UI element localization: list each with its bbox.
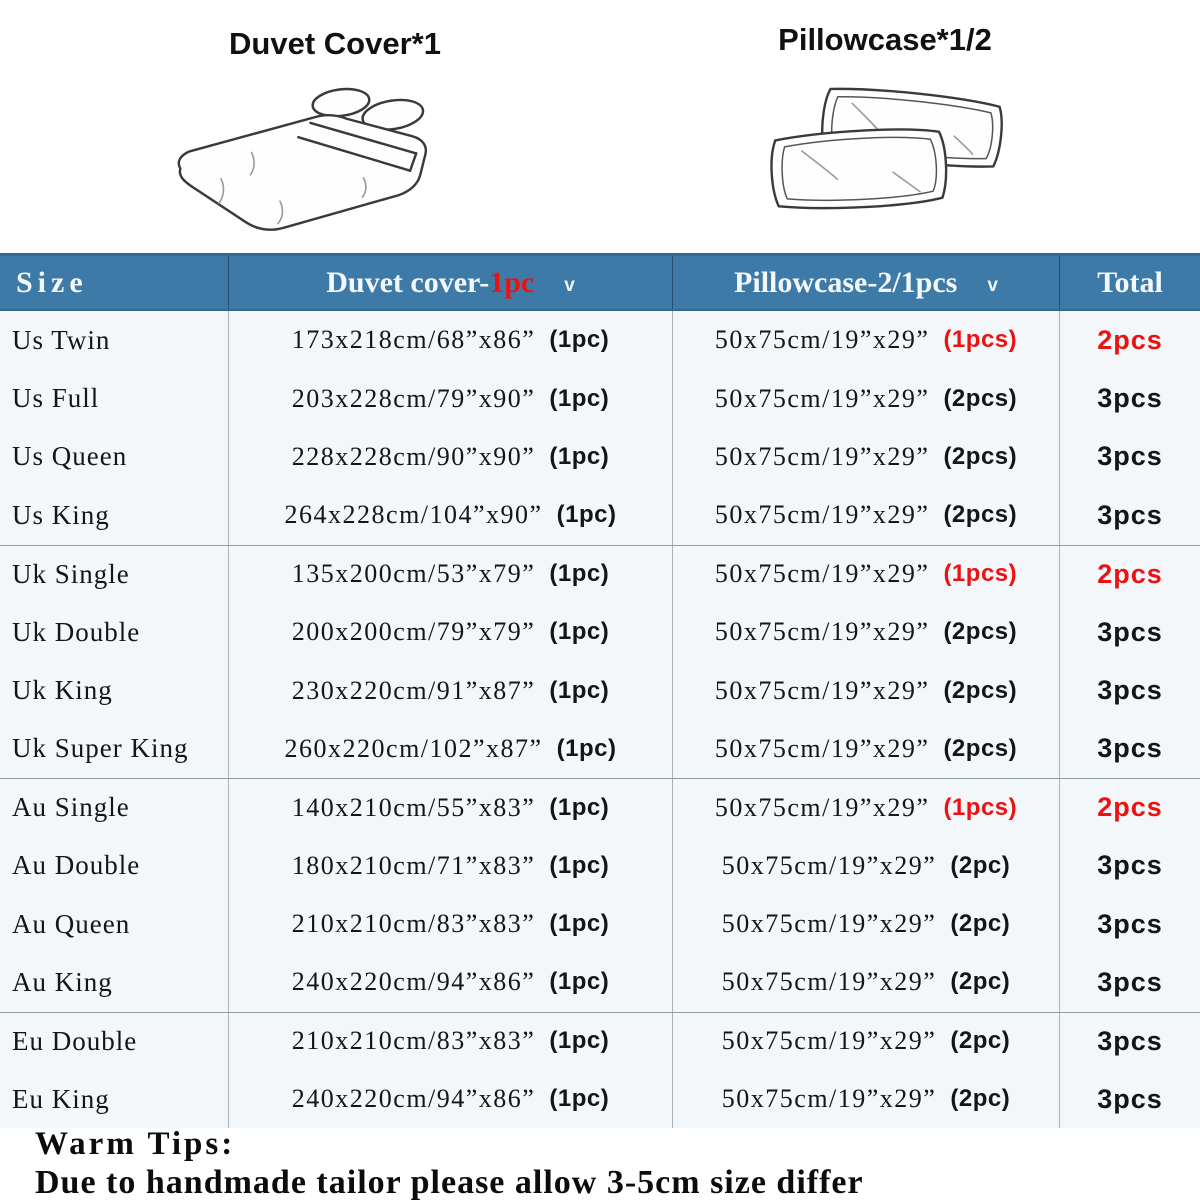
header-pillowcase[interactable] bbox=[672, 256, 1059, 309]
duvet-cover-title: Duvet Cover*1 bbox=[229, 26, 441, 61]
warm-tips-heading: Warm Tips: bbox=[35, 1126, 236, 1162]
chevron-down-icon[interactable]: v bbox=[564, 274, 575, 296]
pillowcase-quantity: (1pcs) bbox=[943, 560, 1018, 588]
size-label: Uk Single bbox=[12, 558, 130, 589]
table-row bbox=[0, 603, 1200, 661]
header-duvet-cover[interactable] bbox=[228, 256, 672, 309]
pillowcase-quantity: (2pcs) bbox=[943, 384, 1018, 412]
bed-icon bbox=[160, 80, 465, 235]
pillowcase-cell bbox=[672, 311, 1059, 369]
size-chart-table bbox=[0, 253, 1200, 1128]
table-row bbox=[0, 661, 1200, 719]
duvet-dimensions: 260x220cm/102”x87” bbox=[284, 733, 543, 763]
pillowcase-cell bbox=[672, 895, 1059, 953]
duvet-quantity: (1pc) bbox=[549, 793, 610, 821]
warm-tips bbox=[35, 1124, 864, 1202]
table-row bbox=[0, 545, 1200, 603]
table-row bbox=[0, 895, 1200, 953]
pillowcase-dimensions: 50x75cm/19”x29” bbox=[721, 1026, 937, 1056]
duvet-cover-cell bbox=[228, 837, 672, 895]
duvet-dimensions: 228x228cm/90”x90” bbox=[291, 441, 536, 471]
table-row bbox=[0, 720, 1200, 778]
duvet-dimensions: 230x220cm/91”x87” bbox=[291, 675, 536, 705]
pillowcase-cell bbox=[672, 720, 1059, 778]
pillowcases-illustration bbox=[765, 82, 1015, 227]
pillowcase-cell bbox=[672, 486, 1059, 544]
pillowcase-dimensions: 50x75cm/19”x29” bbox=[714, 441, 930, 471]
total-cell bbox=[1059, 486, 1200, 544]
duvet-quantity: (1pc) bbox=[549, 618, 610, 646]
duvet-quantity: (1pc) bbox=[549, 676, 610, 704]
duvet-cover-cell bbox=[228, 895, 672, 953]
pillowcase-quantity: (2pcs) bbox=[943, 676, 1018, 704]
pillowcase-quantity: (2pc) bbox=[950, 851, 1011, 879]
total-cell bbox=[1059, 779, 1200, 836]
duvet-dimensions: 200x200cm/79”x79” bbox=[291, 617, 536, 647]
duvet-cover-cell bbox=[228, 603, 672, 661]
total-cell bbox=[1059, 428, 1200, 486]
table-row bbox=[0, 369, 1200, 427]
duvet-quantity: (1pc) bbox=[549, 910, 610, 938]
header-size: Size bbox=[16, 265, 88, 299]
pillowcase-quantity: (1pcs) bbox=[943, 793, 1018, 821]
duvet-cover-cell bbox=[228, 720, 672, 778]
header-duvet-label: Duvet cover- bbox=[326, 265, 490, 299]
duvet-dimensions: 240x220cm/94”x86” bbox=[291, 1084, 536, 1114]
header-duvet-qty: 1pc bbox=[489, 265, 535, 299]
pillowcase-quantity: (2pc) bbox=[950, 968, 1011, 996]
duvet-dimensions: 210x210cm/83”x83” bbox=[291, 1026, 536, 1056]
pillowcase-dimensions: 50x75cm/19”x29” bbox=[714, 617, 930, 647]
duvet-cover-cell bbox=[228, 1013, 672, 1070]
pillowcase-cell bbox=[672, 1013, 1059, 1070]
duvet-dimensions: 173x218cm/68”x86” bbox=[291, 325, 536, 355]
duvet-cover-cell bbox=[228, 428, 672, 486]
pillowcase-dimensions: 50x75cm/19”x29” bbox=[721, 850, 937, 880]
pillowcase-dimensions: 50x75cm/19”x29” bbox=[714, 559, 930, 589]
total-pieces: 3pcs bbox=[1097, 733, 1163, 764]
total-pieces: 3pcs bbox=[1097, 966, 1163, 997]
header-pillowcase-label: Pillowcase-2/1pcs bbox=[734, 265, 958, 299]
pillows-icon bbox=[765, 82, 1015, 222]
duvet-quantity: (1pc) bbox=[549, 1027, 610, 1055]
table-row bbox=[0, 311, 1200, 369]
total-cell bbox=[1059, 895, 1200, 953]
total-pieces: 3pcs bbox=[1097, 616, 1163, 647]
pillowcase-title: Pillowcase*1/2 bbox=[778, 22, 992, 57]
pillowcase-quantity: (2pcs) bbox=[943, 618, 1018, 646]
table-row bbox=[0, 837, 1200, 895]
size-label: Us Queen bbox=[12, 441, 128, 472]
pillowcase-quantity: (1pcs) bbox=[943, 326, 1018, 354]
size-label: Au King bbox=[12, 966, 113, 997]
duvet-cover-cell bbox=[228, 369, 672, 427]
duvet-dimensions: 140x210cm/55”x83” bbox=[291, 792, 536, 822]
size-label: Uk Double bbox=[12, 616, 141, 647]
total-pieces: 2pcs bbox=[1097, 792, 1163, 823]
duvet-quantity: (1pc) bbox=[549, 384, 610, 412]
duvet-dimensions: 210x210cm/83”x83” bbox=[291, 909, 536, 939]
duvet-cover-cell bbox=[228, 546, 672, 603]
pillowcase-quantity: (2pcs) bbox=[943, 442, 1018, 470]
size-label: Us Full bbox=[12, 383, 100, 414]
pillowcase-dimensions: 50x75cm/19”x29” bbox=[714, 383, 930, 413]
duvet-cover-cell bbox=[228, 486, 672, 544]
total-pieces: 3pcs bbox=[1097, 383, 1163, 414]
total-pieces: 2pcs bbox=[1097, 324, 1163, 355]
total-pieces: 3pcs bbox=[1097, 441, 1163, 472]
size-label: Au Double bbox=[12, 850, 141, 881]
size-label: Us King bbox=[12, 499, 110, 530]
total-pieces: 2pcs bbox=[1097, 558, 1163, 589]
pillowcase-quantity: (2pc) bbox=[950, 910, 1011, 938]
chevron-down-icon[interactable]: v bbox=[987, 274, 998, 296]
table-row bbox=[0, 953, 1200, 1011]
header-total: Total bbox=[1059, 256, 1200, 309]
total-pieces: 3pcs bbox=[1097, 850, 1163, 881]
duvet-quantity: (1pc) bbox=[556, 734, 617, 762]
total-cell bbox=[1059, 1013, 1200, 1070]
total-cell bbox=[1059, 953, 1200, 1011]
duvet-quantity: (1pc) bbox=[549, 326, 610, 354]
total-pieces: 3pcs bbox=[1097, 1083, 1163, 1114]
pillowcase-dimensions: 50x75cm/19”x29” bbox=[714, 675, 930, 705]
total-pieces: 3pcs bbox=[1097, 675, 1163, 706]
duvet-quantity: (1pc) bbox=[549, 851, 610, 879]
pillowcase-quantity: (2pcs) bbox=[943, 501, 1018, 529]
pillowcase-cell bbox=[672, 779, 1059, 836]
total-cell bbox=[1059, 720, 1200, 778]
duvet-dimensions: 264x228cm/104”x90” bbox=[284, 500, 543, 530]
table-row bbox=[0, 1070, 1200, 1128]
duvet-quantity: (1pc) bbox=[549, 560, 610, 588]
total-pieces: 3pcs bbox=[1097, 499, 1163, 530]
total-cell bbox=[1059, 661, 1200, 719]
duvet-quantity: (1pc) bbox=[549, 968, 610, 996]
duvet-cover-cell bbox=[228, 779, 672, 836]
pillowcase-cell bbox=[672, 428, 1059, 486]
total-cell bbox=[1059, 369, 1200, 427]
duvet-quantity: (1pc) bbox=[549, 1085, 610, 1113]
size-label: Au Single bbox=[12, 792, 130, 823]
pillowcase-cell bbox=[672, 603, 1059, 661]
table-row bbox=[0, 1012, 1200, 1070]
duvet-dimensions: 180x210cm/71”x83” bbox=[291, 850, 536, 880]
table-row bbox=[0, 428, 1200, 486]
size-label: Eu King bbox=[12, 1083, 110, 1114]
pillowcase-quantity: (2pc) bbox=[950, 1085, 1011, 1113]
total-cell bbox=[1059, 1070, 1200, 1128]
duvet-quantity: (1pc) bbox=[556, 501, 617, 529]
pillowcase-quantity: (2pc) bbox=[950, 1027, 1011, 1055]
warm-tips-text: Due to handmade tailor please allow 3-5cm size differ bbox=[35, 1164, 864, 1201]
pillowcase-dimensions: 50x75cm/19”x29” bbox=[721, 909, 937, 939]
pillowcase-dimensions: 50x75cm/19”x29” bbox=[714, 733, 930, 763]
duvet-cover-cell bbox=[228, 953, 672, 1011]
pillowcase-dimensions: 50x75cm/19”x29” bbox=[714, 792, 930, 822]
table-body bbox=[0, 311, 1200, 1128]
total-cell bbox=[1059, 546, 1200, 603]
pillowcase-cell bbox=[672, 661, 1059, 719]
bed-duvet-illustration bbox=[160, 80, 465, 240]
total-cell bbox=[1059, 837, 1200, 895]
duvet-cover-cell bbox=[228, 311, 672, 369]
table-row bbox=[0, 778, 1200, 836]
size-label: Uk King bbox=[12, 675, 113, 706]
duvet-quantity: (1pc) bbox=[549, 442, 610, 470]
duvet-dimensions: 203x228cm/79”x90” bbox=[291, 383, 536, 413]
duvet-cover-cell bbox=[228, 1070, 672, 1128]
pillowcase-cell bbox=[672, 1070, 1059, 1128]
pillowcase-dimensions: 50x75cm/19”x29” bbox=[714, 500, 930, 530]
size-label: Uk Super King bbox=[12, 733, 189, 764]
pillowcase-dimensions: 50x75cm/19”x29” bbox=[721, 1084, 937, 1114]
duvet-dimensions: 135x200cm/53”x79” bbox=[291, 559, 536, 589]
pillowcase-cell bbox=[672, 546, 1059, 603]
duvet-cover-cell bbox=[228, 661, 672, 719]
pillowcase-cell bbox=[672, 837, 1059, 895]
table-header-row bbox=[0, 253, 1200, 311]
pillowcase-dimensions: 50x75cm/19”x29” bbox=[714, 325, 930, 355]
total-cell bbox=[1059, 311, 1200, 369]
size-label: Eu Double bbox=[12, 1025, 138, 1056]
pillowcase-cell bbox=[672, 953, 1059, 1011]
total-pieces: 3pcs bbox=[1097, 1025, 1163, 1056]
pillowcase-cell bbox=[672, 369, 1059, 427]
table-row bbox=[0, 486, 1200, 544]
size-label: Us Twin bbox=[12, 324, 111, 355]
size-label: Au Queen bbox=[12, 908, 131, 939]
total-pieces: 3pcs bbox=[1097, 908, 1163, 939]
pillowcase-dimensions: 50x75cm/19”x29” bbox=[721, 967, 937, 997]
total-cell bbox=[1059, 603, 1200, 661]
pillowcase-quantity: (2pcs) bbox=[943, 734, 1018, 762]
duvet-dimensions: 240x220cm/94”x86” bbox=[291, 967, 536, 997]
